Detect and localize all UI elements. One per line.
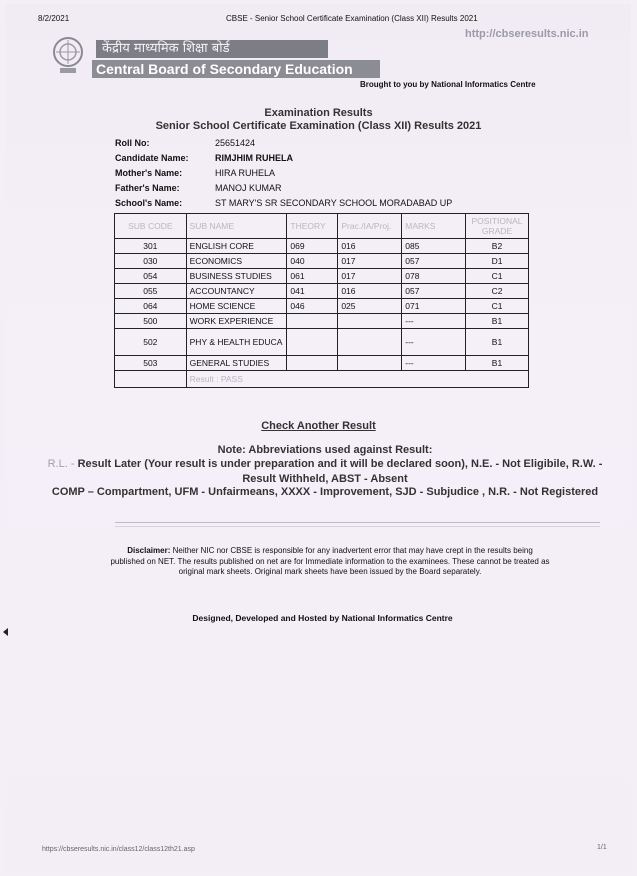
grade-cell: D1	[466, 254, 529, 269]
result-spacer-cell	[115, 371, 187, 388]
result-label: Result :	[189, 374, 219, 384]
sub-code-cell: 301	[115, 239, 187, 254]
mother-name-row	[115, 168, 452, 183]
prac-cell: 017	[338, 269, 402, 284]
cbse-banner	[52, 34, 382, 80]
theory-cell: 040	[287, 254, 338, 269]
sub-code-cell: 064	[115, 299, 187, 314]
disclaimer-text: Neither NIC nor CBSE is responsible for any inadvertent error that may have crept in the results being published on NET. The results published on net are for Immediate information to the examinees. These cannot be treated as original mark sheets. Original mark sheets have been issued by the Board separately.	[110, 546, 550, 576]
marks-cell: ---	[402, 329, 466, 356]
col-header-grade: POSITIONAL GRADE	[466, 214, 529, 239]
marks-table	[114, 213, 529, 388]
sub-name-cell: ENGLISH CORE	[186, 239, 287, 254]
designed-by-text: Designed, Developed and Hosted by National Informatics Centre	[192, 613, 453, 623]
prac-cell: 016	[338, 239, 402, 254]
sub-code-cell: 500	[115, 314, 187, 329]
col-header-sub-code: SUB CODE	[115, 214, 187, 239]
sub-name-cell: PHY & HEALTH EDUCA	[186, 329, 287, 356]
check-another-result-link[interactable]: Check Another Result	[261, 420, 376, 432]
divider	[115, 522, 600, 523]
theory-cell: 041	[287, 284, 338, 299]
grade-cell: B1	[466, 329, 529, 356]
note-title: Note: Abbreviations used against Result:	[217, 444, 433, 456]
marks-cell: 071	[402, 299, 466, 314]
grade-cell: B2	[466, 239, 529, 254]
table-row	[115, 254, 529, 269]
grade-cell: B1	[466, 314, 529, 329]
disclaimer-label: Disclaimer:	[127, 546, 171, 555]
board-name-english: Central Board of Secondary Education	[92, 60, 380, 78]
school-name-row	[115, 198, 452, 213]
sub-name-cell: ACCOUNTANCY	[186, 284, 287, 299]
prac-cell	[338, 314, 402, 329]
sub-name-cell: ECONOMICS	[186, 254, 287, 269]
divider	[115, 526, 600, 527]
prac-cell: 025	[338, 299, 402, 314]
table-row	[115, 314, 529, 329]
prac-cell	[338, 356, 402, 371]
sub-name-cell: HOME SCIENCE	[186, 299, 287, 314]
note-abbreviations-1	[40, 457, 610, 487]
prac-cell	[338, 329, 402, 356]
exam-title: Senior School Certificate Examination (Class XII) Results 2021	[155, 120, 482, 132]
marks-cell: 057	[402, 284, 466, 299]
grade-cell: B1	[466, 356, 529, 371]
col-header-prac: Prac./IA/Proj.	[338, 214, 402, 239]
print-date: 8/2/2021	[38, 14, 70, 23]
marks-cell: ---	[402, 314, 466, 329]
result-value: PASS	[220, 374, 243, 384]
prac-cell: 016	[338, 284, 402, 299]
table-row	[115, 239, 529, 254]
roll-no-row	[115, 138, 452, 153]
table-row	[115, 299, 529, 314]
info-label: Mother's Name:	[115, 168, 183, 178]
marks-cell: ---	[402, 356, 466, 371]
theory-cell	[287, 329, 338, 356]
note-abbreviations-2: COMP – Compartment, UFM - Unfairmeans, XXXX - Improvement, SJD - Subjudice , N.R. - Not Registered	[51, 486, 599, 498]
table-row	[115, 284, 529, 299]
prac-cell: 017	[338, 254, 402, 269]
grade-cell: C1	[466, 269, 529, 284]
footer-url: https://cbseresults.nic.in/class12/class12th21.asp	[42, 846, 195, 853]
info-label: School's Name:	[115, 198, 183, 208]
note-line1-text: Result Later (Your result is under preparation and it will be declared soon), N.E. - Not Eligibile, R.W. - Result Withheld, ABST - Absent	[77, 458, 603, 485]
col-header-sub-name: SUB NAME	[186, 214, 287, 239]
printed-page	[6, 4, 631, 872]
sub-code-cell: 054	[115, 269, 187, 284]
sub-name-cell: GENERAL STUDIES	[186, 356, 287, 371]
info-label: Candidate Name:	[115, 153, 189, 163]
page-edge-mark-icon	[3, 628, 8, 636]
father-name-row	[115, 183, 452, 198]
theory-cell: 069	[287, 239, 338, 254]
table-row	[115, 329, 529, 356]
sub-code-cell: 502	[115, 329, 187, 356]
sub-code-cell: 503	[115, 356, 187, 371]
info-label: Roll No:	[115, 138, 150, 148]
theory-cell	[287, 356, 338, 371]
sub-code-cell: 055	[115, 284, 187, 299]
disclaimer	[110, 546, 550, 578]
result-cell	[186, 371, 528, 388]
col-header-marks: MARKS	[402, 214, 466, 239]
board-name-hindi: केंद्रीय माध्यमिक शिक्षा बोर्ड	[96, 40, 328, 58]
sub-name-cell: WORK EXPERIENCE	[186, 314, 287, 329]
result-row	[115, 371, 529, 388]
footer-page-number: 1/1	[597, 844, 607, 851]
roll-no-value: 25651424	[215, 138, 256, 148]
sub-name-cell: BUSINESS STUDIES	[186, 269, 287, 284]
print-title: CBSE - Senior School Certificate Examination (Class XII) Results 2021	[226, 14, 478, 23]
brought-by-text: Brought to you by National Informatics Centre	[360, 80, 536, 89]
marks-cell: 085	[402, 239, 466, 254]
theory-cell	[287, 314, 338, 329]
table-header-row	[115, 214, 529, 239]
info-label: Father's Name:	[115, 183, 180, 193]
candidate-name-value: RIMJHIM RUHELA	[215, 153, 293, 163]
site-url[interactable]: http://cbseresults.nic.in	[465, 28, 589, 40]
marks-cell: 057	[402, 254, 466, 269]
candidate-info	[115, 138, 452, 213]
cbse-emblem-icon	[52, 34, 86, 76]
grade-cell: C2	[466, 284, 529, 299]
table-row	[115, 269, 529, 284]
results-title: Examination Results	[264, 107, 373, 119]
marks-cell: 078	[402, 269, 466, 284]
table-row	[115, 356, 529, 371]
theory-cell: 061	[287, 269, 338, 284]
father-name-value: MANOJ KUMAR	[215, 183, 282, 193]
mother-name-value: HIRA RUHELA	[215, 168, 276, 178]
rl-prefix: R.L. -	[47, 458, 75, 470]
school-name-value: ST MARY'S SR SECONDARY SCHOOL MORADABAD UP	[215, 198, 453, 208]
candidate-name-row	[115, 153, 452, 168]
grade-cell: C1	[466, 299, 529, 314]
sub-code-cell: 030	[115, 254, 187, 269]
theory-cell: 046	[287, 299, 338, 314]
col-header-theory: THEORY	[287, 214, 338, 239]
